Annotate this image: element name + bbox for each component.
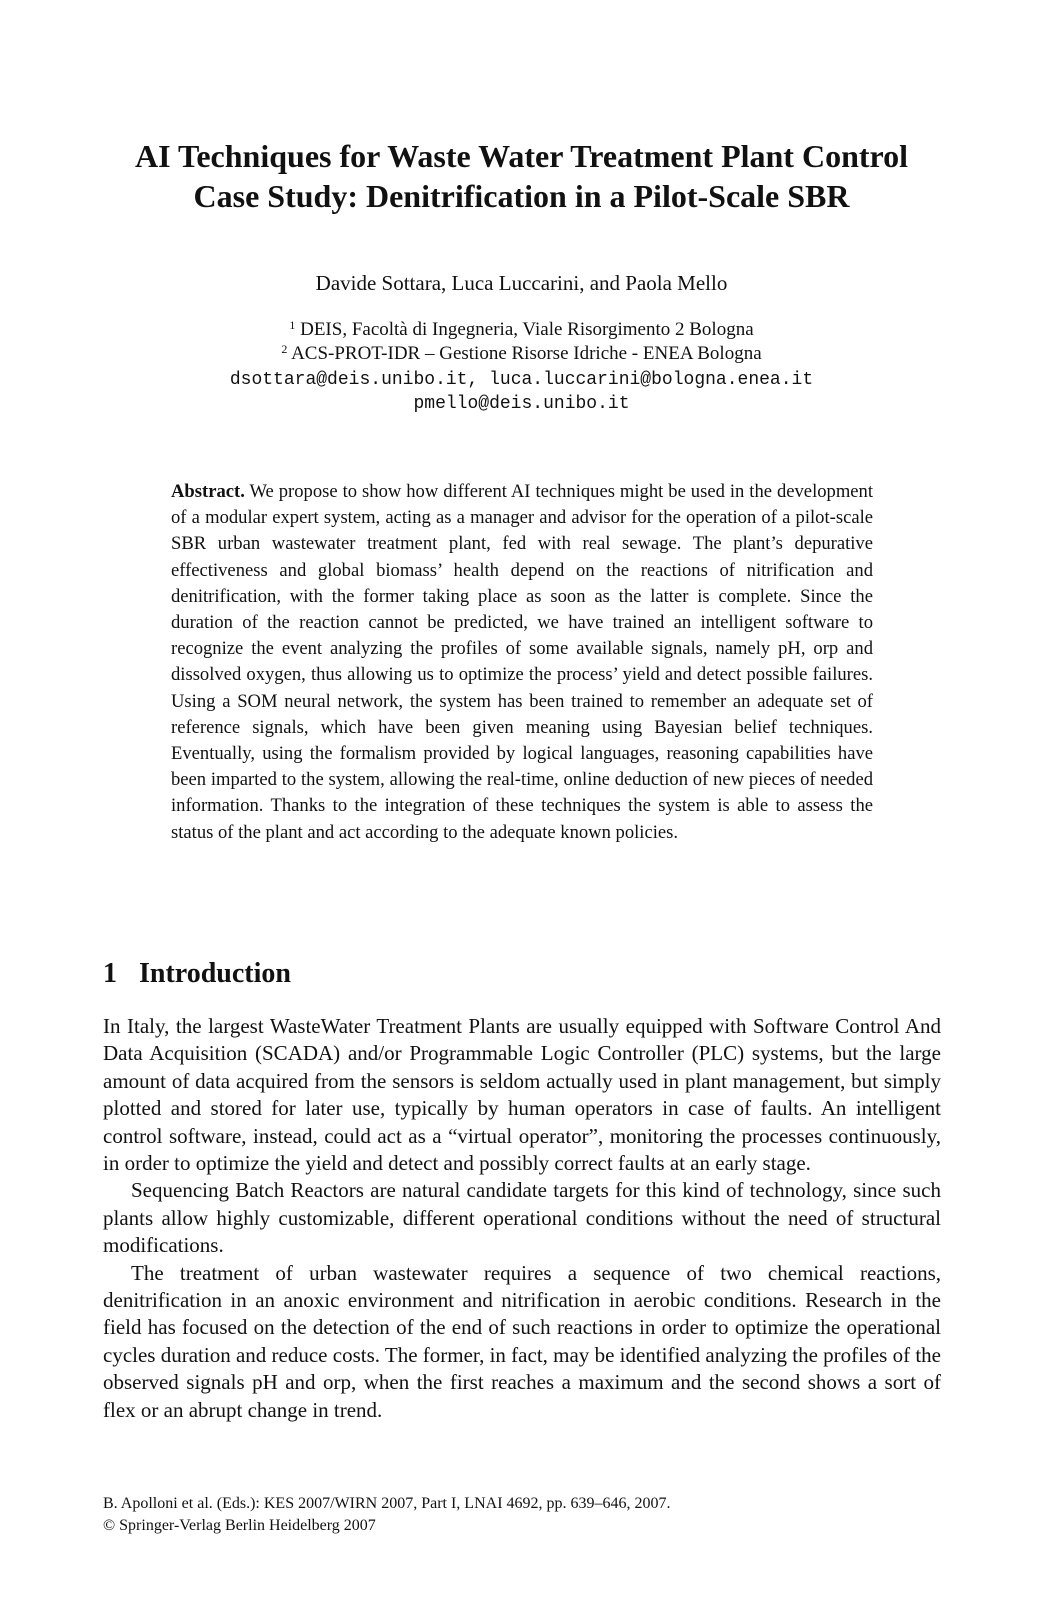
citation-line: B. Apolloni et al. (Eds.): KES 2007/WIRN 2007, Part I, LNAI 4692, pp. 639–646, 2007. (103, 1495, 671, 1512)
email-line-1: dsottara@deis.unibo.it, luca.luccarini@bologna.enea.it (229, 370, 814, 390)
paper-title (60, 136, 983, 216)
copyright-line: © Springer-Verlag Berlin Heidelberg 2007 (103, 1517, 376, 1534)
affiliations (60, 318, 983, 366)
affiliation-1-text: DEIS, Facoltà di Ingegneria, Viale Risorgimento 2 Bologna (300, 319, 754, 340)
affiliation-2 (60, 342, 983, 366)
page-footer (103, 1493, 671, 1537)
paragraph-2: Sequencing Batch Reactors are natural candidate targets for this kind of technology, since such plants allow highly customizable, different operational conditions without the need of structural modifications. (103, 1178, 941, 1258)
abstract-text: We propose to show how different AI techniques might be used in the development of a modular expert system, acting as a manager and advisor for the operation of a pilot-scale SBR urban wastewater treatment plant, fed with real sewage. The plant’s depurative effectiveness and global biomass’ health depend on the reactions of nitrification and denitrification, with the former taking place as soon as the latter is complete. Since the duration of the reaction cannot be predicted, we have trained an intelligent software to recognize the event analyzing the profiles of some available signals, namely pH, orp and dissolved oxygen, thus allowing us to optimize the process’ yield and detect possible failures. Using a SOM neural network, the system has been trained to remember an adequate set of reference signals, which have been given meaning using Bayesian belief techniques. Eventually, using the formalism provided by logical languages, reasoning capabilities have been imparted to the system, allowing the real-time, online deduction of new pieces of needed information. Thanks to the integration of these techniques the system is able to assess the status of the plant and act according to the adequate known policies. (171, 481, 874, 843)
section-number: 1 (103, 958, 117, 989)
paragraph-1: In Italy, the largest WasteWater Treatment Plants are usually equipped with Software Control And Data Acquisition (SCADA) and/or Programmable Logic Controller (PLC) systems, but the large amount of data acquired from the sensors is seldom actually used in plant management, but simply plotted and stored for later use, typically by human operators in case of faults. An intelligent control software, instead, could act as a “virtual operator”, monitoring the processes continuously, in order to optimize the yield and detect and possibly correct faults at an early stage. (103, 1014, 941, 1176)
affiliation-2-mark: 2 (281, 342, 288, 356)
affiliation-1-mark: 1 (289, 318, 296, 332)
abstract-label: Abstract. (171, 481, 245, 502)
affiliation-1 (60, 318, 983, 342)
title-line-1: AI Techniques for Waste Water Treatment Plant Control (134, 138, 909, 174)
title-line-2: Case Study: Denitrification in a Pilot-Scale SBR (193, 178, 850, 214)
section-heading (103, 957, 291, 991)
affiliation-2-text: ACS-PROT-IDR – Gestione Risorse Idriche - ENEA Bologna (291, 343, 762, 364)
paragraph-3: The treatment of urban wastewater requires a sequence of two chemical reactions, denitrification in an anoxic environment and nitrification in aerobic conditions. Research in the field has focused on the detection of the end of such reactions in order to optimize the operational cycles duration and reduce costs. The former, in fact, may be identified analyzing the profiles of the observed signals pH and orp, when the first reaches a maximum and the second shows a sort of flex or an abrupt change in trend. (103, 1260, 941, 1422)
author-list: Davide Sottara, Luca Luccarini, and Paola Mello (315, 271, 728, 295)
section-title: Introduction (139, 958, 291, 989)
author-emails (60, 368, 983, 416)
introduction-body (103, 1013, 941, 1424)
abstract (171, 479, 873, 846)
email-line-2: pmello@deis.unibo.it (413, 394, 630, 414)
